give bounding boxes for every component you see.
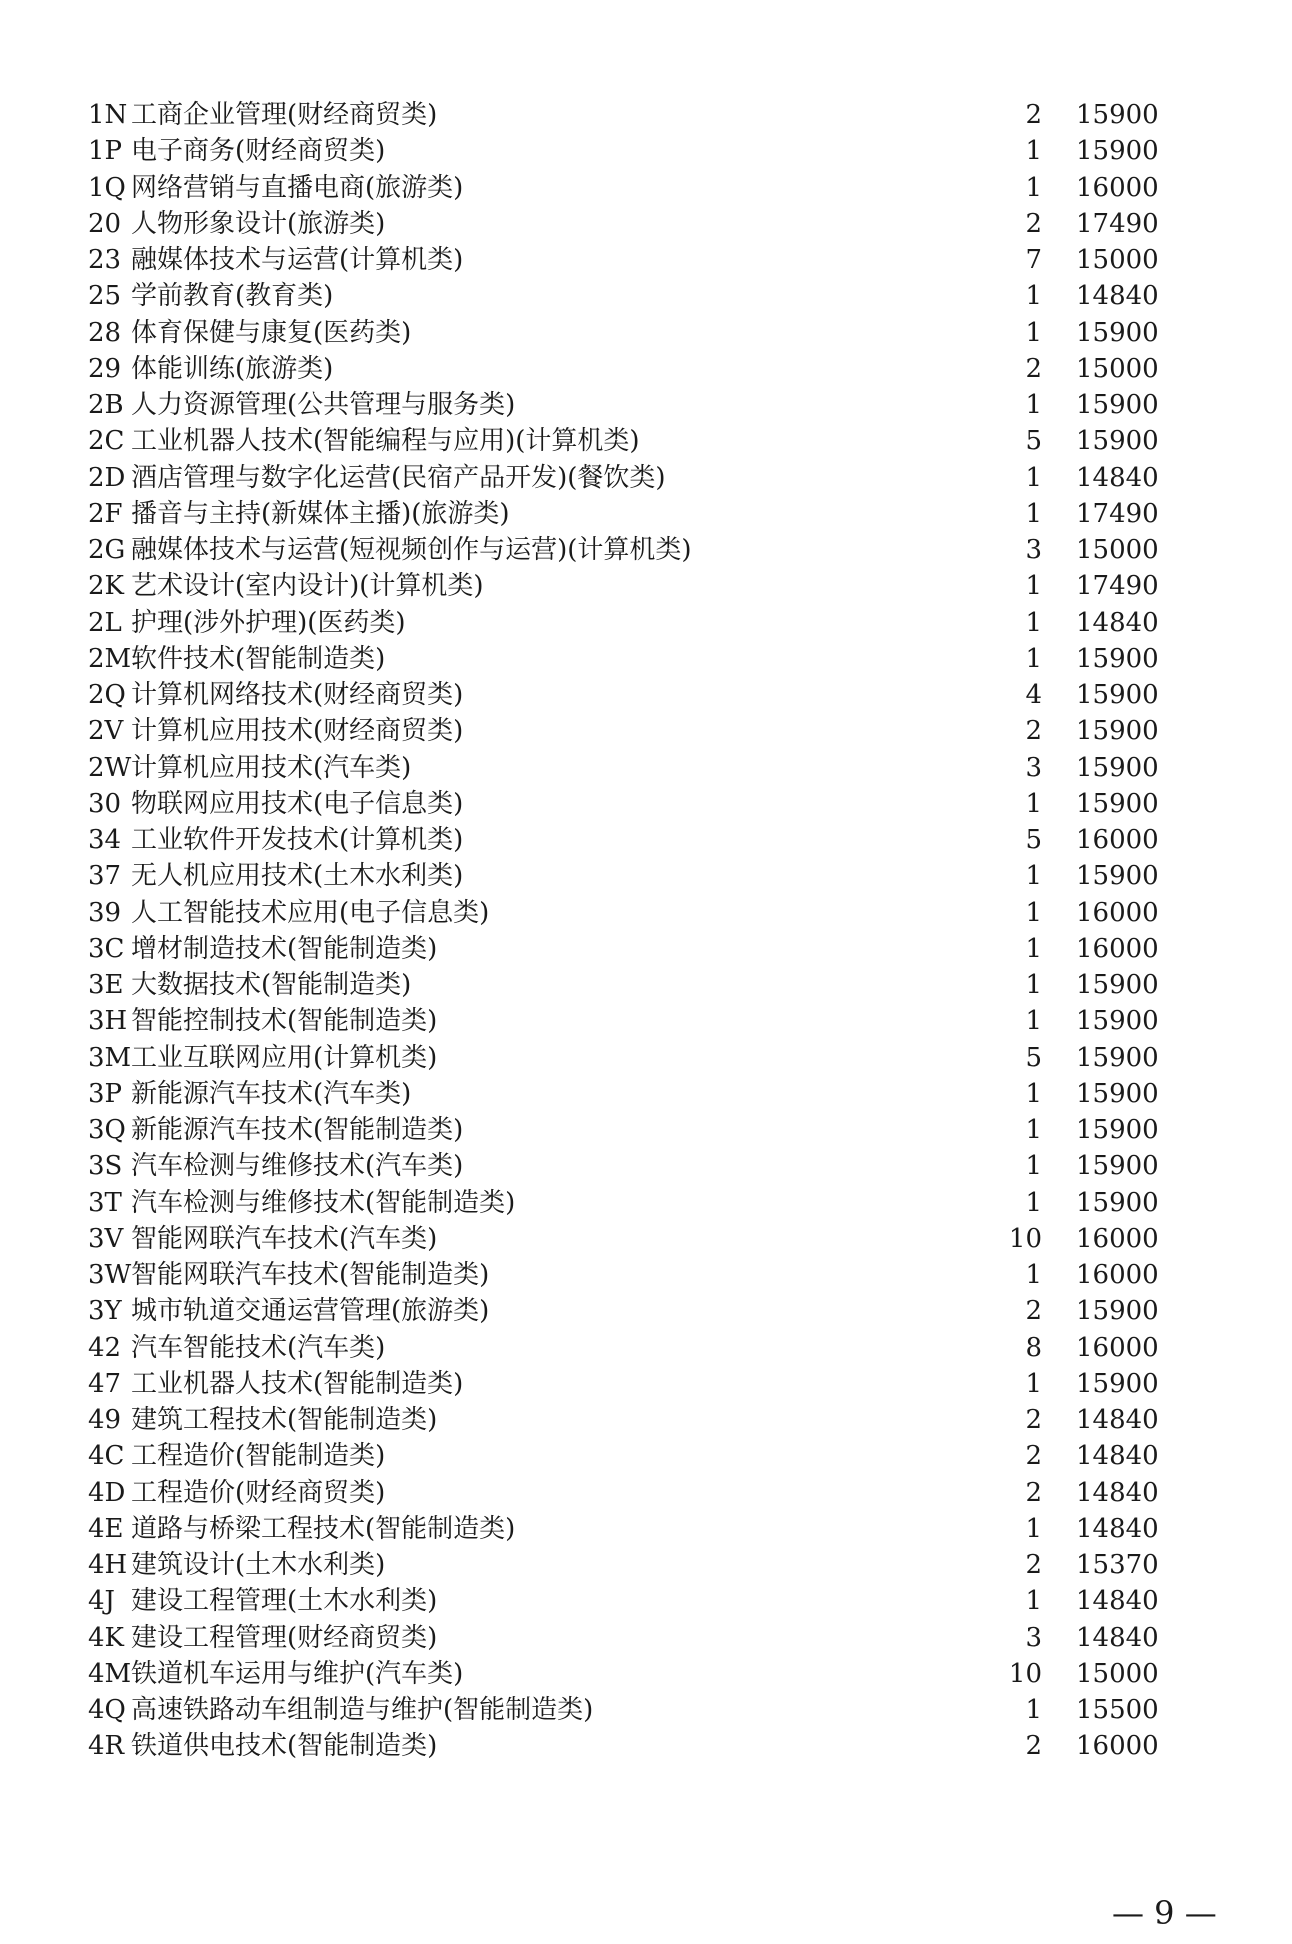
program-name: 学前教育(教育类) [131,281,334,312]
program-code: 3V [88,1223,124,1254]
enrollment-count: 1 [1025,136,1042,167]
program-name: 电子商务(财经商贸类) [131,136,386,167]
program-name: 汽车检测与维修技术(汽车类) [131,1151,464,1182]
program-name: 工程造价(智能制造类) [131,1441,386,1472]
list-item [0,1366,1292,1402]
program-name: 艺术设计(室内设计)(计算机类) [131,571,484,602]
program-code: 4Q [88,1695,126,1725]
program-code: 2Q [88,680,126,710]
program-name: 建设工程管理(财经商贸类) [131,1622,438,1653]
tuition-fee: 15900 [1076,1006,1159,1037]
program-name: 建设工程管理(土木水利类) [131,1586,438,1617]
tuition-fee: 14840 [1076,1441,1159,1472]
program-code: 1P [88,136,123,167]
program-code: 2L [88,607,122,638]
program-code: 4D [88,1477,126,1508]
program-name: 物联网应用技术(电子信息类) [131,788,464,819]
tuition-fee: 16000 [1076,1731,1159,1762]
tuition-fee: 15000 [1076,535,1159,565]
program-code: 2W [88,752,132,783]
enrollment-count: 1 [1025,897,1042,928]
list-item [0,931,1292,967]
program-code: 3T [88,1187,122,1218]
tuition-fee: 15370 [1076,1550,1159,1580]
tuition-fee: 14840 [1076,1405,1159,1435]
enrollment-count: 1 [1025,1586,1042,1617]
enrollment-count: 1 [1025,607,1042,638]
list-item [0,822,1292,858]
program-code: 2V [88,716,124,747]
list-item [0,496,1292,532]
program-name: 计算机应用技术(汽车类) [131,752,412,783]
list-item [0,315,1292,351]
tuition-fee: 15900 [1076,680,1159,710]
program-name: 体能训练(旅游类) [131,353,334,384]
program-code: 3P [88,1078,123,1109]
program-code: 2D [88,462,126,493]
tuition-fee: 16000 [1076,1260,1159,1290]
program-name: 大数据技术(智能制造类) [131,970,412,1000]
enrollment-count: 1 [1025,1115,1042,1145]
program-code: 1N [88,100,128,130]
tuition-fee: 15900 [1076,752,1159,783]
enrollment-count: 2 [1025,353,1042,384]
tuition-fee: 16000 [1076,825,1159,855]
tuition-fee: 16000 [1076,1332,1159,1363]
list-item [0,1438,1292,1474]
program-name: 建筑工程技术(智能制造类) [131,1405,438,1435]
list-item [0,1148,1292,1184]
program-name: 新能源汽车技术(汽车类) [131,1078,412,1109]
list-item [0,532,1292,568]
enrollment-count: 2 [1025,1550,1042,1580]
list-item [0,1330,1292,1366]
enrollment-count: 1 [1025,571,1042,602]
enrollment-count: 1 [1025,933,1042,964]
enrollment-count: 1 [1025,861,1042,892]
program-code: 4R [88,1731,125,1762]
program-name: 无人机应用技术(土木水利类) [131,861,464,892]
tuition-fee: 15500 [1076,1695,1159,1725]
enrollment-count: 1 [1025,1006,1042,1037]
program-code: 30 [88,788,122,819]
enrollment-count: 10 [1008,1658,1042,1689]
tuition-fee: 14840 [1076,462,1159,493]
program-code: 3E [88,970,124,1000]
enrollment-count: 3 [1025,1622,1042,1653]
tuition-fee: 15000 [1076,1658,1159,1689]
program-code: 47 [88,1368,122,1399]
program-name: 高速铁路动车组制造与维护(智能制造类) [131,1695,594,1725]
tuition-fee: 15000 [1076,245,1159,275]
tuition-fee: 15900 [1076,716,1159,747]
list-item [0,1257,1292,1293]
enrollment-count: 1 [1025,1513,1042,1544]
enrollment-count: 1 [1025,1187,1042,1218]
program-code: 4E [88,1513,124,1544]
program-name: 智能控制技术(智能制造类) [131,1006,438,1037]
program-code: 25 [88,281,122,312]
program-code: 3Y [88,1296,122,1327]
list-item [0,677,1292,713]
list-item [0,1293,1292,1329]
program-name: 融媒体技术与运营(短视频创作与运营)(计算机类) [131,535,692,565]
program-code: 2K [88,571,124,602]
program-code: 2C [88,426,125,457]
list-item [0,568,1292,604]
program-code: 3S [88,1151,123,1182]
program-name: 汽车检测与维修技术(智能制造类) [131,1187,516,1218]
program-code: 29 [88,353,122,384]
program-name: 增材制造技术(智能制造类) [131,933,438,964]
program-code: 2B [88,390,124,420]
program-name: 播音与主持(新媒体主播)(旅游类) [131,498,510,529]
list-item [0,1475,1292,1511]
tuition-fee: 15900 [1076,136,1159,167]
enrollment-count: 5 [1025,1042,1042,1073]
tuition-fee: 17490 [1076,571,1159,602]
enrollment-count: 1 [1025,172,1042,203]
program-code: 3M [88,1042,132,1073]
tuition-fee: 16000 [1076,897,1159,928]
program-name: 铁道供电技术(智能制造类) [131,1731,438,1762]
enrollment-count: 4 [1025,680,1042,710]
enrollment-count: 1 [1025,643,1042,674]
program-code: 34 [88,825,122,855]
program-code: 39 [88,897,122,928]
enrollment-count: 2 [1025,1441,1042,1472]
program-name: 护理(涉外护理)(医药类) [131,607,406,638]
program-code: 2F [88,498,123,529]
program-name: 融媒体技术与运营(计算机类) [131,245,464,275]
program-code: 1Q [88,172,126,203]
tuition-fee: 15000 [1076,353,1159,384]
tuition-fee: 15900 [1076,788,1159,819]
list-item [0,1003,1292,1039]
enrollment-count: 1 [1025,970,1042,1000]
program-code: 4C [88,1441,125,1472]
enrollment-count: 1 [1025,1260,1042,1290]
list-item [0,858,1292,894]
enrollment-count: 1 [1025,462,1042,493]
tuition-fee: 17490 [1076,208,1159,239]
program-code: 3H [88,1006,128,1037]
tuition-fee: 15900 [1076,1078,1159,1109]
list-item [0,1112,1292,1148]
enrollment-count: 7 [1025,245,1042,275]
enrollment-count: 5 [1025,825,1042,855]
list-item [0,713,1292,749]
enrollment-count: 3 [1025,535,1042,565]
program-name: 智能网联汽车技术(汽车类) [131,1223,438,1254]
program-code: 3Q [88,1115,126,1145]
tuition-fee: 16000 [1076,1223,1159,1254]
list-item [0,605,1292,641]
program-name: 工业互联网应用(计算机类) [131,1042,438,1073]
program-name: 人工智能技术应用(电子信息类) [131,897,490,928]
list-item [0,206,1292,242]
list-item [0,170,1292,206]
enrollment-count: 10 [1008,1223,1042,1254]
program-name: 体育保健与康复(医药类) [131,317,412,348]
tuition-fee: 15900 [1076,643,1159,674]
program-code: 49 [88,1405,122,1435]
tuition-fee: 14840 [1076,1586,1159,1617]
program-name: 新能源汽车技术(智能制造类) [131,1115,464,1145]
program-code: 2M [88,643,132,674]
program-name: 软件技术(智能制造类) [131,643,386,674]
enrollment-count: 1 [1025,281,1042,312]
program-name: 智能网联汽车技术(智能制造类) [131,1260,490,1290]
program-code: 4K [88,1622,124,1653]
program-code: 20 [88,208,122,239]
program-name: 工程造价(财经商贸类) [131,1477,386,1508]
list-item [0,967,1292,1003]
tuition-fee: 14840 [1076,1622,1159,1653]
program-name: 工业机器人技术(智能制造类) [131,1368,464,1399]
program-name: 城市轨道交通运营管理(旅游类) [131,1296,490,1327]
program-code: 28 [88,317,122,348]
enrollment-count: 2 [1025,208,1042,239]
list-item [0,1040,1292,1076]
enrollment-count: 1 [1025,1368,1042,1399]
program-name: 人力资源管理(公共管理与服务类) [131,390,516,420]
program-code: 4M [88,1658,132,1689]
tuition-fee: 14840 [1076,1513,1159,1544]
program-code: 37 [88,861,122,892]
tuition-fee: 15900 [1076,100,1159,130]
tuition-fee: 15900 [1076,861,1159,892]
tuition-fee: 16000 [1076,933,1159,964]
enrollment-count: 1 [1025,788,1042,819]
enrollment-count: 1 [1025,1151,1042,1182]
enrollment-count: 1 [1025,390,1042,420]
list-item [0,786,1292,822]
tuition-fee: 14840 [1076,607,1159,638]
program-code: 3W [88,1260,132,1290]
list-item [0,1728,1292,1764]
list-item [0,242,1292,278]
enrollment-count: 2 [1025,1731,1042,1762]
enrollment-count: 2 [1025,1296,1042,1327]
program-code: 23 [88,245,122,275]
tuition-fee: 15900 [1076,1151,1159,1182]
list-item [0,1185,1292,1221]
enrollment-count: 1 [1025,317,1042,348]
enrollment-count: 2 [1025,100,1042,130]
program-name: 道路与桥梁工程技术(智能制造类) [131,1513,516,1544]
enrollment-count: 2 [1025,716,1042,747]
program-name: 工业软件开发技术(计算机类) [131,825,464,855]
enrollment-count: 8 [1025,1332,1042,1363]
tuition-fee: 15900 [1076,1296,1159,1327]
tuition-fee: 15900 [1076,1187,1159,1218]
tuition-fee: 16000 [1076,172,1159,203]
list-item [0,1511,1292,1547]
list-item [0,1692,1292,1728]
list-item [0,133,1292,169]
program-name: 酒店管理与数字化运营(民宿产品开发)(餐饮类) [131,462,666,493]
program-name: 工商企业管理(财经商贸类) [131,100,438,130]
program-name: 网络营销与直播电商(旅游类) [131,172,464,203]
enrollment-count: 2 [1025,1405,1042,1435]
page-number: — 9 — [1112,1894,1217,1932]
list-item [0,1547,1292,1583]
program-code: 4H [88,1550,128,1580]
list-item [0,387,1292,423]
program-code: 2G [88,535,126,565]
tuition-fee: 14840 [1076,1477,1159,1508]
tuition-fee: 15900 [1076,970,1159,1000]
program-name: 铁道机车运用与维护(汽车类) [131,1658,464,1689]
program-name: 人物形象设计(旅游类) [131,208,386,239]
program-code: 4J [88,1586,115,1617]
program-code: 42 [88,1332,122,1363]
list-item [0,641,1292,677]
list-item [0,1076,1292,1112]
program-name: 计算机应用技术(财经商贸类) [131,716,464,747]
list-item [0,1221,1292,1257]
enrollment-count: 1 [1025,1695,1042,1725]
program-name: 建筑设计(土木水利类) [131,1550,386,1580]
program-name: 工业机器人技术(智能编程与应用)(计算机类) [131,426,640,457]
list-item [0,423,1292,459]
list-item [0,351,1292,387]
program-list [0,97,1292,1765]
tuition-fee: 15900 [1076,390,1159,420]
tuition-fee: 15900 [1076,317,1159,348]
list-item [0,750,1292,786]
tuition-fee: 14840 [1076,281,1159,312]
list-item [0,460,1292,496]
list-item [0,278,1292,314]
list-item [0,1402,1292,1438]
list-item [0,1656,1292,1692]
list-item [0,895,1292,931]
list-item [0,1620,1292,1656]
enrollment-count: 1 [1025,498,1042,529]
enrollment-count: 1 [1025,1078,1042,1109]
enrollment-count: 2 [1025,1477,1042,1508]
tuition-fee: 15900 [1076,1368,1159,1399]
program-name: 计算机网络技术(财经商贸类) [131,680,464,710]
list-item [0,97,1292,133]
enrollment-count: 3 [1025,752,1042,783]
list-item [0,1583,1292,1619]
tuition-fee: 17490 [1076,498,1159,529]
tuition-fee: 15900 [1076,1042,1159,1073]
tuition-fee: 15900 [1076,426,1159,457]
program-name: 汽车智能技术(汽车类) [131,1332,386,1363]
enrollment-count: 5 [1025,426,1042,457]
tuition-fee: 15900 [1076,1115,1159,1145]
program-code: 3C [88,933,125,964]
